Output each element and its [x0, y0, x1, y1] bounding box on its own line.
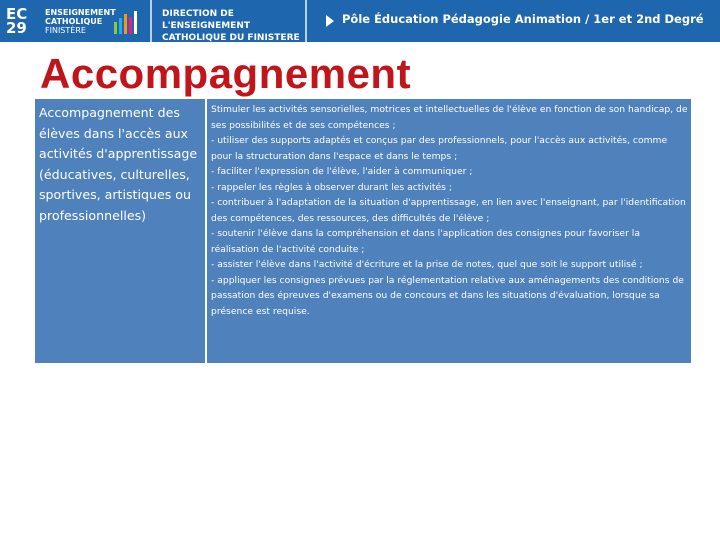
direction-line-1: DIRECTION DE L'ENSEIGNEMENT	[162, 9, 250, 31]
list-item: - soutenir l'élève dans la compréhension et dans l'application des consignes pour favoriser la réalisation de l'activité conduite ;	[211, 228, 640, 255]
direction-line-2: CATHOLIQUE DU FINISTERE	[162, 33, 300, 43]
logo-line-1: ENSEIGNEMENT	[45, 7, 116, 17]
page-title: Accompagnement	[40, 50, 412, 97]
logo[interactable]	[0, 0, 150, 42]
header-banner	[0, 0, 720, 42]
table-cell-right	[209, 99, 691, 363]
list-item: Stimuler les activités sensorielles, motrices et intellectuelles de l'élève en fonction de son handicap, de ses possibilités et de ses compétences ;	[211, 104, 688, 131]
header-divider	[305, 0, 307, 42]
logo-mark	[6, 4, 42, 38]
direction-title	[162, 8, 302, 44]
header-divider	[150, 0, 152, 42]
list-item: - appliquer les consignes prévues par la réglementation relative aux aménagements des conditions de passation des épreuves d'examens ou de concours et dans les situations d'évaluation, lorsque sa présence est requise.	[211, 274, 684, 317]
list-item: - rappeler les règles à observer durant les activités ;	[211, 181, 452, 193]
list-item: - faciliter l'expression de l'élève, l'aider à communiquer ;	[211, 166, 473, 177]
logo-text	[45, 8, 116, 35]
table-cell-left: Accompagnement des élèves dans l'accès aux activités d'apprentissage (éducatives, culturelles, sportives, artistiques ou professionnelles)	[39, 105, 198, 223]
logo-number: 29	[6, 19, 27, 37]
column-divider	[205, 99, 207, 363]
list-item: - contribuer à l'adaptation de la situation d'apprentissage, en lien avec l'enseignant, par l'identification des compétences, des ressources, des difficultés de l'élève ;	[211, 197, 686, 224]
list-item: - utiliser des supports adaptés et conçus par des professionnels, pour l'accès aux activités, comme pour la structuration dans l'espace et dans le temps ;	[211, 135, 668, 162]
arrow-right-icon	[322, 13, 338, 29]
content-table	[34, 98, 692, 364]
logo-bars-icon	[112, 8, 142, 34]
logo-line-2: CATHOLIQUE	[45, 16, 103, 26]
logo-ec: EC	[6, 5, 28, 23]
pole-title: Pôle Éducation Pédagogie Animation / 1er et 2nd Degré	[342, 12, 704, 26]
logo-line-3: FINISTÈRE	[45, 25, 86, 35]
list-item: - assister l'élève dans l'activité d'écriture et la prise de notes, quel que soit le support utilisé ;	[211, 259, 643, 270]
